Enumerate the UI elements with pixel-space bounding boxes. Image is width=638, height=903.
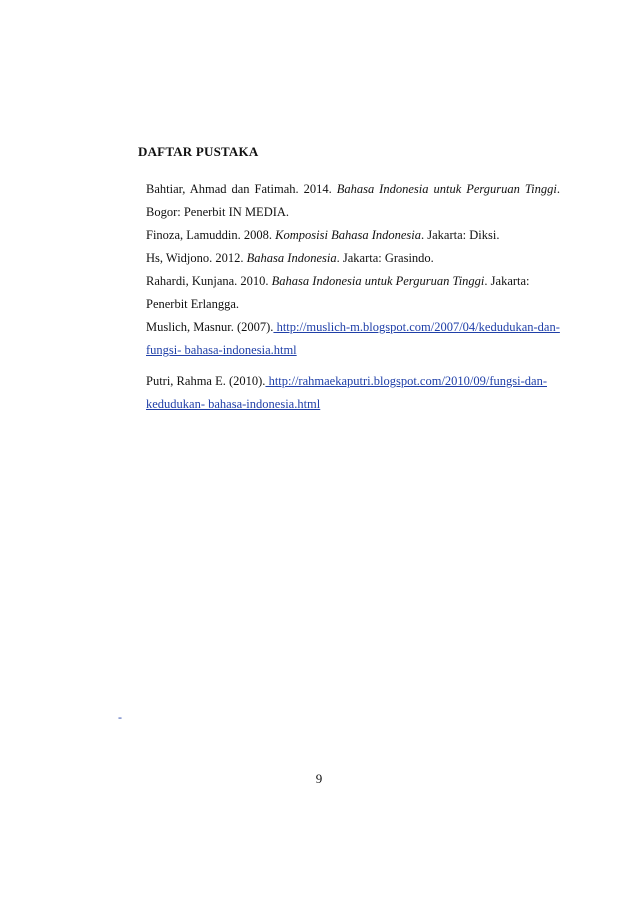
reference-author: Putri, Rahma E. (2010). (146, 374, 266, 388)
stray-mark: - (118, 710, 122, 724)
reference-author: Rahardi, Kunjana. 2010. (146, 274, 272, 288)
reference-item (146, 178, 560, 224)
reference-title: Bahasa Indonesia untuk Perguruan Tinggi (336, 182, 557, 196)
reference-author: Finoza, Lamuddin. 2008. (146, 228, 276, 242)
reference-item (146, 370, 560, 416)
reference-link[interactable]: http://rahmaekaputri.blogspot.com/2010/09/fungsi-dan-kedudukan- bahasa-indonesia.html (146, 374, 547, 411)
reference-item (146, 270, 560, 316)
reference-author: Bahtiar, Ahmad dan Fatimah. 2014. (146, 182, 337, 196)
reference-author: Hs, Widjono. 2012. (146, 251, 247, 265)
reference-publisher: . Jakarta: Diksi. (421, 228, 500, 242)
reference-item (146, 316, 560, 362)
reference-publisher: . Jakarta: Grasindo. (336, 251, 434, 265)
reference-author: Muslich, Masnur. (2007). (146, 320, 274, 334)
reference-link[interactable]: http://muslich-m.blogspot.com/2007/04/kedudukan-dan-fungsi- bahasa-indonesia.html (146, 320, 560, 357)
page-number: 9 (315, 771, 323, 786)
reference-publisher: . Bogor: Penerbit IN MEDIA. (146, 182, 560, 219)
bibliography-heading: DAFTAR PUSTAKA (138, 144, 259, 159)
reference-title: Bahasa Indonesia untuk Perguruan Tinggi (271, 274, 485, 288)
reference-item (146, 247, 560, 270)
reference-title: Komposisi Bahasa Indonesia (275, 228, 421, 242)
reference-publisher: . Jakarta: Penerbit Erlangga. (146, 274, 530, 311)
reference-list (146, 178, 560, 416)
reference-item (146, 224, 560, 247)
reference-title: Bahasa Indonesia (246, 251, 337, 265)
